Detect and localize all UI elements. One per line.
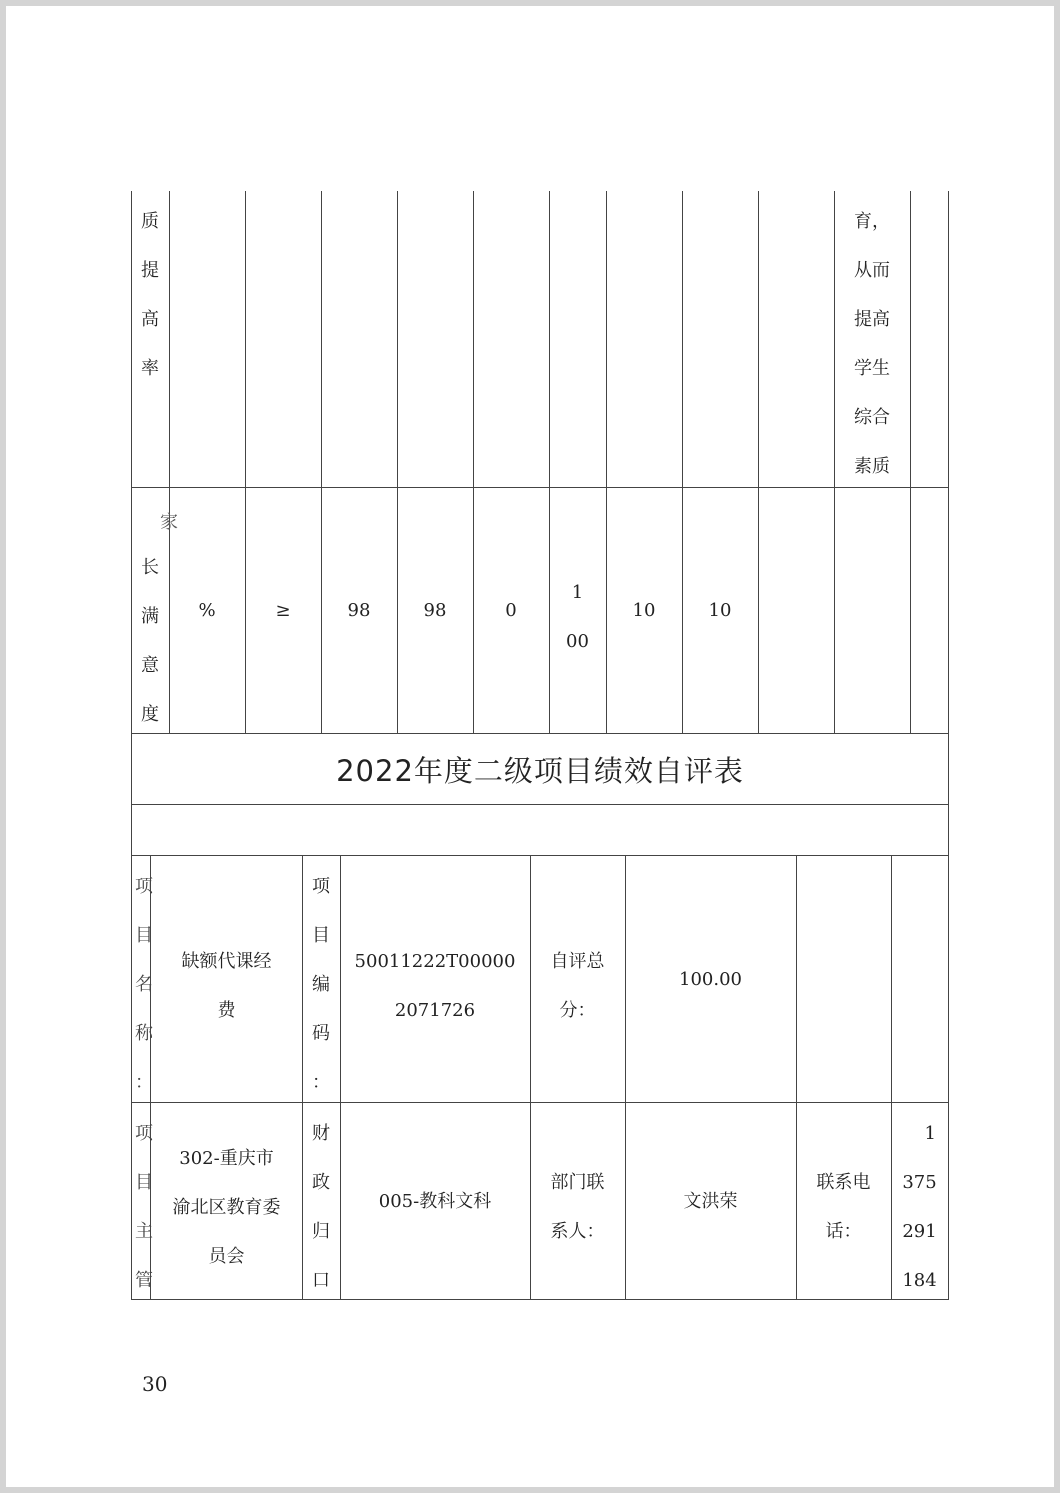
department-cell	[151, 1134, 302, 1281]
label-char: 编	[312, 974, 330, 995]
operator-value: ≥	[275, 600, 291, 621]
label-char: 目	[312, 925, 330, 946]
label-char: 口	[312, 1270, 330, 1291]
weight-cell	[606, 488, 682, 733]
phone-line: 291	[902, 1221, 937, 1242]
contact-label-cell	[530, 1158, 625, 1256]
department-label-cell	[132, 1109, 153, 1299]
value-line: 1	[571, 582, 584, 603]
form-title: 2022年度二级项目绩效自评表	[336, 753, 744, 788]
score-label-cell	[530, 937, 625, 1035]
label-char: 码	[312, 1023, 330, 1044]
project-name-cell	[151, 937, 302, 1035]
remark-line: 育，	[854, 211, 890, 232]
indicator-char: 满	[141, 606, 159, 627]
table-border-right	[948, 855, 949, 1300]
row-divider	[131, 855, 949, 856]
remark-line: 从而	[854, 260, 890, 281]
label-char: ：	[312, 1072, 330, 1093]
label-char: 主	[135, 1221, 153, 1242]
label-char: 目	[135, 925, 153, 946]
phone-value-cell	[891, 1109, 948, 1305]
phone-label-line: 话：	[825, 1221, 862, 1242]
label-char: 名	[135, 974, 153, 995]
score-label-line: 自评总	[550, 951, 605, 972]
label-char: 目	[135, 1172, 153, 1193]
value-cell	[549, 568, 606, 666]
actual-value-cell	[397, 488, 473, 733]
unit-value: %	[198, 600, 216, 621]
indicator-name-cell	[131, 197, 169, 393]
contact-name-cell	[625, 1103, 796, 1299]
row-divider	[131, 1102, 949, 1103]
contact-label-line: 系人：	[550, 1221, 605, 1242]
phone-label-cell	[796, 1158, 891, 1256]
project-code-line: 2071726	[394, 1000, 476, 1021]
indicator-char: 提	[141, 260, 159, 281]
col-divider	[758, 191, 759, 734]
document-page	[6, 6, 1054, 1487]
label-char: 称	[135, 1023, 153, 1044]
operator-cell	[245, 488, 321, 733]
score-value-cell	[625, 856, 796, 1102]
indicator-char: 长	[141, 557, 159, 578]
frame-right	[948, 733, 949, 855]
indicator-char: 度	[141, 704, 159, 725]
value-line: 00	[566, 631, 589, 652]
project-name-line: 缺额代课经	[181, 951, 272, 972]
indicator-name-cell	[131, 543, 169, 739]
finance-value: 005-教科文科	[378, 1190, 492, 1212]
indicator-char: 意	[141, 655, 159, 676]
phone-label-line: 联系电	[816, 1172, 871, 1193]
indicator-char: 率	[141, 358, 159, 379]
remark-line: 提高	[854, 309, 890, 330]
label-char: 政	[312, 1172, 330, 1193]
indicator-char: 质	[141, 211, 159, 232]
department-line: 渝北区教育委	[172, 1197, 281, 1218]
table-border-bottom	[131, 1299, 949, 1300]
indicator-char-clipped: 家	[160, 512, 178, 533]
title-bottom-line	[131, 804, 949, 805]
project-code-label	[302, 862, 340, 1107]
score-cell	[682, 488, 758, 733]
col-divider	[910, 191, 911, 734]
remark-cell	[834, 197, 910, 491]
table-border-right	[948, 191, 949, 734]
label-char: 项	[135, 876, 153, 897]
remark-line: 素质	[854, 456, 890, 477]
department-line: 302-重庆市	[179, 1148, 274, 1169]
score-label-line: 分：	[559, 1000, 596, 1021]
phone-line: 184	[902, 1270, 937, 1291]
contact-name: 文洪荣	[683, 1190, 738, 1212]
project-code-cell	[340, 937, 530, 1035]
actual-value: 98	[423, 600, 447, 621]
project-code-line: 50011222T00000	[354, 951, 516, 972]
label-char: 项	[312, 876, 330, 897]
project-name-label-cell	[132, 862, 153, 1102]
label-char: 项	[135, 1123, 153, 1144]
value-cell	[473, 488, 549, 733]
remark-line: 学生	[854, 358, 890, 379]
self-score-value: 100.00	[679, 968, 742, 990]
unit-cell	[169, 488, 245, 733]
label-char: 财	[312, 1123, 330, 1144]
score-value: 10	[708, 600, 732, 621]
finance-label	[302, 1109, 340, 1305]
finance-value-cell	[340, 1103, 530, 1299]
label-char: ：	[135, 1072, 153, 1093]
target-value: 98	[347, 600, 371, 621]
phone-line: 1	[924, 1123, 936, 1144]
phone-line: 375	[902, 1172, 937, 1193]
weight-value: 10	[632, 600, 656, 621]
target-value-cell	[321, 488, 397, 733]
indicator-char: 高	[141, 309, 159, 330]
value-text: 0	[505, 600, 517, 621]
label-char: 归	[312, 1221, 330, 1242]
department-line: 员会	[208, 1246, 245, 1267]
project-name-line: 费	[217, 1000, 236, 1021]
label-char: 管	[135, 1270, 153, 1291]
page-number: 30	[142, 1372, 168, 1396]
remark-line: 综合	[854, 407, 890, 428]
contact-label-line: 部门联	[550, 1172, 605, 1193]
